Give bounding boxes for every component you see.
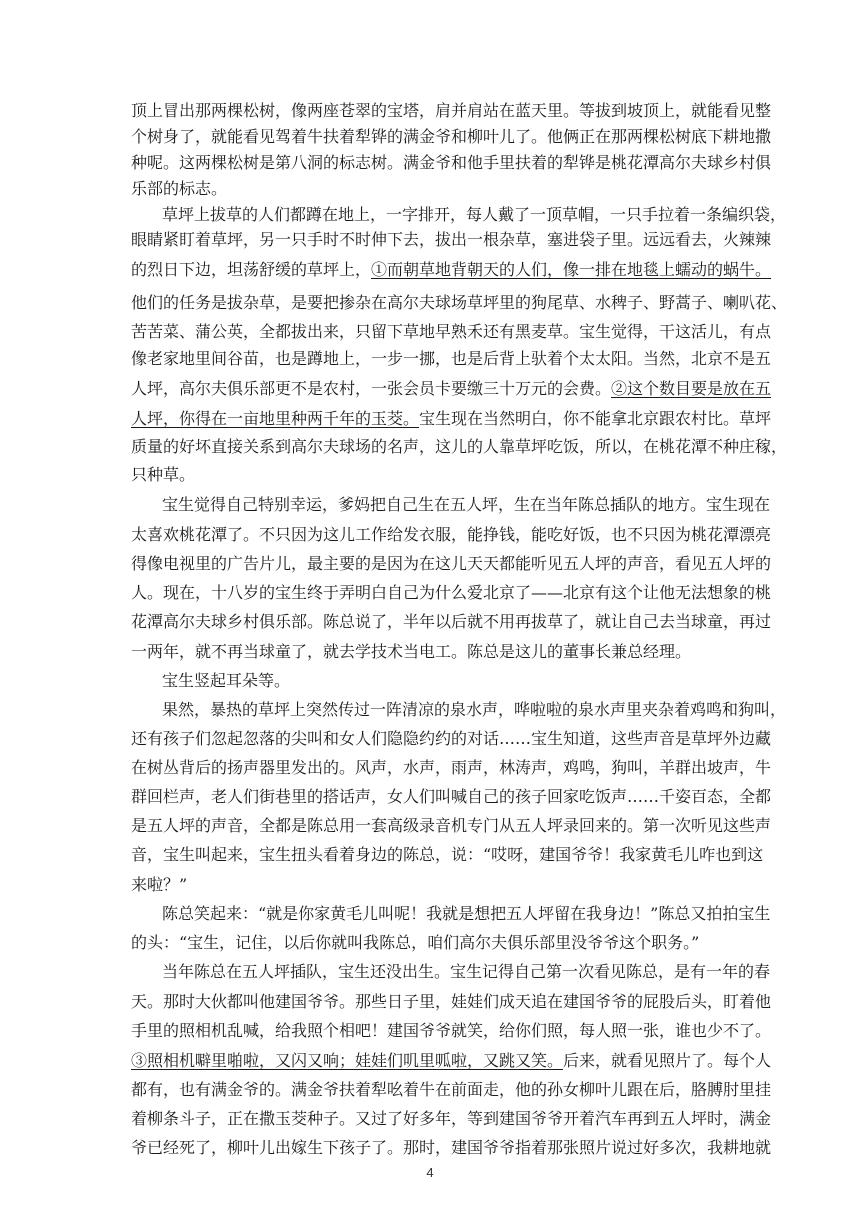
text-line	[131, 525, 772, 544]
text-segment: 的烈日下边，坦荡舒缓的草坪上，	[131, 260, 372, 279]
text-line	[131, 293, 788, 312]
text-line	[131, 230, 772, 249]
text-line	[131, 409, 772, 428]
text-line	[131, 583, 772, 602]
text-segment: 手里的照相机乱喊，给我照个相吧！建国爷爷就笑，给你们照，每人照一张，谁也少不了。	[131, 1021, 772, 1040]
text-line	[131, 101, 772, 120]
text-segment: 的头：“宝生，记住，以后你就叫我陈总，咱们高尔夫俱乐部里没爷爷这个职务。”	[131, 933, 700, 952]
page-number: 4	[426, 1165, 434, 1180]
text-segment: 爷已经死了，柳叶儿出嫁生下孩子了。那时，建国爷爷指着那张照片说过好多次，我耕地就	[131, 1138, 772, 1157]
text-segment: 花潭高尔夫球乡村俱乐部。陈总说了，半年以后就不用再拔草了，就让自己去当球童，再过	[131, 612, 772, 631]
underlined-sentence: ③照相机噼里啪啦，又闪又响；娃娃们叽里呱啦，又跳又笑。	[131, 1051, 564, 1070]
text-segment: 后来，就看见照片了。每个人	[563, 1051, 772, 1070]
text-line	[131, 379, 772, 398]
text-segment: 陈总笑起来：“就是你家黄毛儿叫呢！我就是想把五人坪留在我身边！”陈总又拍拍宝生	[162, 904, 771, 923]
text-segment: 质量的好坏直接关系到高尔夫球场的名声，这儿的人靠草坪吃饭，所以，在桃花潭不种庄稼，	[131, 437, 788, 456]
text-line	[131, 153, 772, 172]
text-line	[131, 612, 772, 631]
text-segment: 果然，暴热的草坪上突然传过一阵清凉的泉水声，哗啦啦的泉水声里夹杂着鸡鸣和狗叫，	[162, 700, 787, 719]
text-segment: 只种草。	[131, 465, 196, 484]
text-segment: 在树丛背后的扬声器里发出的。风声，水声，雨声，林涛声，鸡鸣，狗叫，羊群出坡声，牛	[131, 758, 772, 777]
text-segment: 一两年，就不再当球童了，就去学技术当电工。陈总是这儿的董事长兼总经理。	[131, 642, 692, 661]
text-segment: 乐部的标志。	[131, 179, 228, 198]
text-segment: 人。现在，十八岁的宝生终于弄明白自己为什么爱北京了——北京有这个让他无法想象的桃	[131, 583, 772, 602]
text-line	[162, 673, 731, 689]
text-line	[162, 205, 787, 224]
text-line	[131, 787, 772, 806]
text-segment: 群回栏声，老人们街巷里的搭话声，女人们叫喊自己的孩子回家吃饭声……千姿百态，全都	[131, 787, 772, 806]
text-segment: 天。那时大伙都叫他建国爷爷。那些日子里，娃娃们成天追在建国爷爷的屁股后头，盯着他	[131, 992, 772, 1011]
underlined-sentence: ①而朝草地背朝天的人们，像一排在地毯上蠕动的蜗牛。	[371, 260, 772, 279]
text-segment: 得像电视里的广告片儿，最主要的是因为在这儿天天都能听见五人坪的声音，看见五人坪的	[131, 554, 772, 573]
text-segment: 他们的任务是拔杂草，是要把掺杂在高尔夫球场草坪里的狗尾草、水稗子、野蒿子、喇叭花、	[131, 293, 788, 312]
text-line	[162, 904, 771, 923]
text-line	[162, 962, 771, 981]
text-line	[131, 467, 731, 483]
text-segment: 来啦？”	[131, 875, 188, 894]
text-segment: 音，宝生叫起来，宝生扭头看着身边的陈总，说：“哎呀，建国爷爷！我家黄毛儿咋也到这	[131, 845, 764, 864]
text-line	[131, 322, 772, 341]
text-line	[131, 935, 731, 951]
text-line	[131, 1051, 772, 1070]
text-segment: 宝生竖起耳朵等。	[162, 671, 291, 690]
text-line	[131, 349, 772, 368]
text-line	[131, 877, 731, 893]
text-line	[131, 1021, 772, 1040]
text-segment: 当年陈总在五人坪插队，宝生还没出生。宝生记得自己第一次看见陈总，是有一年的春	[162, 962, 771, 981]
text-segment: 个树身了，就能看见驾着牛扶着犁铧的满金爷和柳叶儿了。他俩正在那两棵松树底下耕地撒	[131, 127, 772, 146]
text-segment: 眼睛紧盯着草坪，另一只手时不时伸下去，拔出一根杂草，塞进袋子里。远远看去，火辣辣	[131, 230, 772, 249]
text-line	[131, 644, 731, 660]
text-segment: 草坪上拔草的人们都蹲在地上，一字排开，每人戴了一顶草帽，一只手拉着一条编织袋，	[162, 205, 787, 224]
text-line	[131, 992, 772, 1011]
text-line	[131, 1138, 772, 1157]
text-segment: 着柳条斗子，正在撒玉茭种子。又过了好多年，等到建国爷爷开着汽车再到五人坪时，满金	[131, 1109, 772, 1128]
text-segment: 还有孩子们忽起忽落的尖叫和女人们隐隐约约的对话……宝生知道，这些声音是草坪外边藏	[131, 729, 772, 748]
text-line	[131, 260, 772, 279]
text-line	[131, 127, 772, 146]
text-line	[131, 1109, 772, 1128]
text-line	[131, 845, 764, 864]
text-segment: 像老家地里间谷苗，也是蹲地上，一步一挪，也是后背上驮着个太太阳。当然，北京不是五	[131, 349, 772, 368]
text-segment: 顶上冒出那两棵松树，像两座苍翠的宝塔，肩并肩站在蓝天里。等拔到坡顶上，就能看见整	[131, 101, 772, 120]
text-segment: 宝生觉得自己特别幸运，爹妈把自己生在五人坪，生在当年陈总插队的地方。宝生现在	[162, 495, 771, 514]
text-segment: 苦苦菜、蒲公英，全都拔出来，只留下草地早熟禾还有黑麦草。宝生觉得，干这活儿，有点	[131, 322, 772, 341]
text-line	[131, 1080, 772, 1099]
text-line	[162, 495, 771, 514]
text-line	[131, 437, 788, 456]
text-segment: 种呢。这两棵松树是第八洞的标志树。满金爷和他手里扶着的犁铧是桃花潭高尔夫球乡村俱	[131, 153, 772, 172]
text-segment: 太喜欢桃花潭了。不只因为这儿工作给发衣服，能挣钱，能吃好饭，也不只因为桃花潭漂亮	[131, 525, 772, 544]
text-line	[162, 700, 787, 719]
text-line	[131, 181, 731, 197]
text-line	[131, 554, 772, 573]
underlined-sentence: ②这个数目要是放在五	[611, 379, 772, 398]
text-line	[131, 758, 772, 777]
text-line	[131, 729, 772, 748]
text-line	[131, 816, 772, 835]
underlined-sentence: 人坪，你得在一亩地里种两千年的玉茭。	[131, 409, 420, 428]
text-segment: 是五人坪的声音，全都是陈总用一套高级录音机专门从五人坪录回来的。第一次听见这些声	[131, 816, 772, 835]
text-segment: 宝生现在当然明白，你不能拿北京跟农村比。草坪	[419, 409, 772, 428]
text-segment: 人坪，高尔夫俱乐部更不是农村，一张会员卡要缴三十万元的会费。	[131, 379, 612, 398]
text-segment: 都有，也有满金爷的。满金爷扶着犁吆着牛在前面走，他的孙女柳叶儿跟在后，胳膊肘里挂	[131, 1080, 772, 1099]
